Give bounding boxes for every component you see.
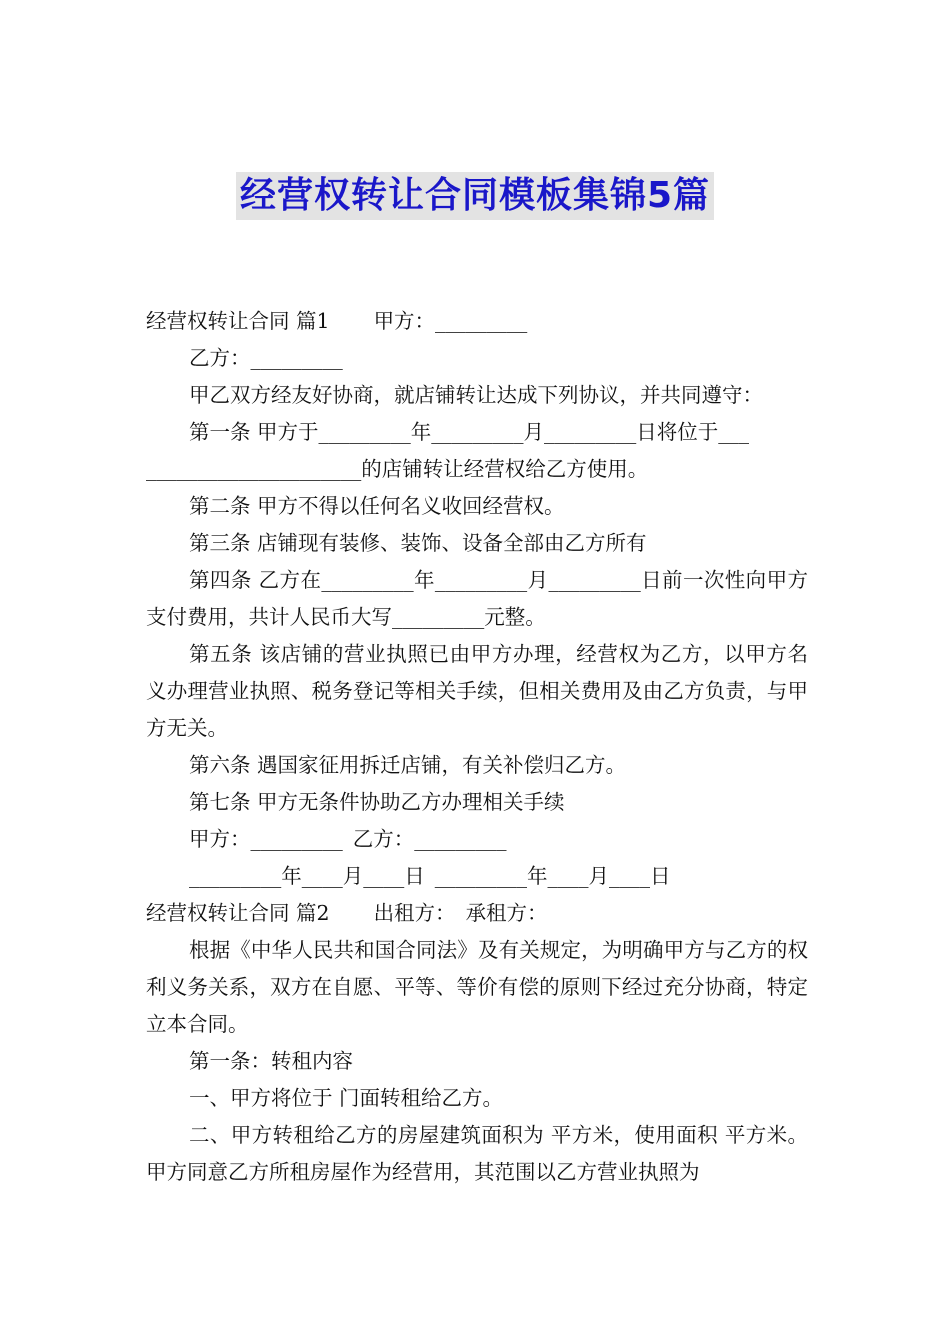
contract1-article6: 第六条 遇国家征用拆迁店铺，有关补偿归乙方。 [189,753,627,777]
contract1-intro: 甲乙双方经友好协商，就店铺转让达成下列协议，并共同遵守： [189,383,763,407]
contract2-item1: 一、甲方将位于 门面转租给乙方。 [189,1086,504,1110]
contract1-party-a: 甲方：_________ [373,309,528,333]
contract1-date-line [146,858,808,895]
contract2-item2: 二、甲方转租给乙方的房屋建筑面积为 平方米，使用面积 平方米。甲方同意乙方所租房屋作为经营用，其范围以乙方营业执照为 [146,1123,808,1184]
contract2-lessee: 承租方： [465,901,548,925]
contract2-preamble: 根据《中华人民共和国合同法》及有关规定，为明确甲方与乙方的权利义务关系，双方在自愿、平等、等价有偿的原则下经过充分协商，特定立本合同。 [146,938,808,1036]
contract1-sign-b: 乙方：_________ [352,827,507,851]
contract1-article3: 第三条 店铺现有装修、装饰、设备全部由乙方所有 [189,531,647,555]
contract2-heading: 经营权转让合同 篇2 [146,901,330,925]
contract1-article1-line2: _____________________的店铺转让经营权给乙方使用。 [146,457,649,481]
contract1-article1-line1: 第一条 甲方于_________年_________月_________日将位于___ [189,420,750,444]
contract1-article2: 第二条 甲方不得以任何名义收回经营权。 [189,494,565,518]
contract1-date-a: _________年____月____日 [189,864,425,888]
document-body [146,303,808,1191]
contract1-signature-line [146,821,808,858]
contract1-article7: 第七条 甲方无条件协助乙方办理相关手续 [189,790,565,814]
contract1-date-b: _________年____月____日 [434,864,671,888]
contract1-party-b: 乙方：_________ [189,346,343,370]
contract1-sign-a: 甲方：_________ [189,827,343,851]
contract2-article1-title: 第一条：转租内容 [189,1049,353,1073]
contract2-lessor: 出租方： [373,901,456,925]
contract1-heading: 经营权转让合同 篇1 [146,309,330,333]
contract1-article5: 第五条 该店铺的营业执照已由甲方办理，经营权为乙方，以甲方名义办理营业执照、税务登记等相关手续，但相关费用及由乙方负责，与甲方无关。 [146,642,808,740]
title-block [0,172,950,220]
contract2-heading-line [146,895,808,932]
contract1-article4: 第四条 乙方在_________年_________月_________日前一次性向甲方支付费用，共计人民币大写_________元整。 [146,568,808,629]
document-title: 经营权转让合同模板集锦5篇 [236,172,714,220]
contract1-heading-line [146,303,808,340]
